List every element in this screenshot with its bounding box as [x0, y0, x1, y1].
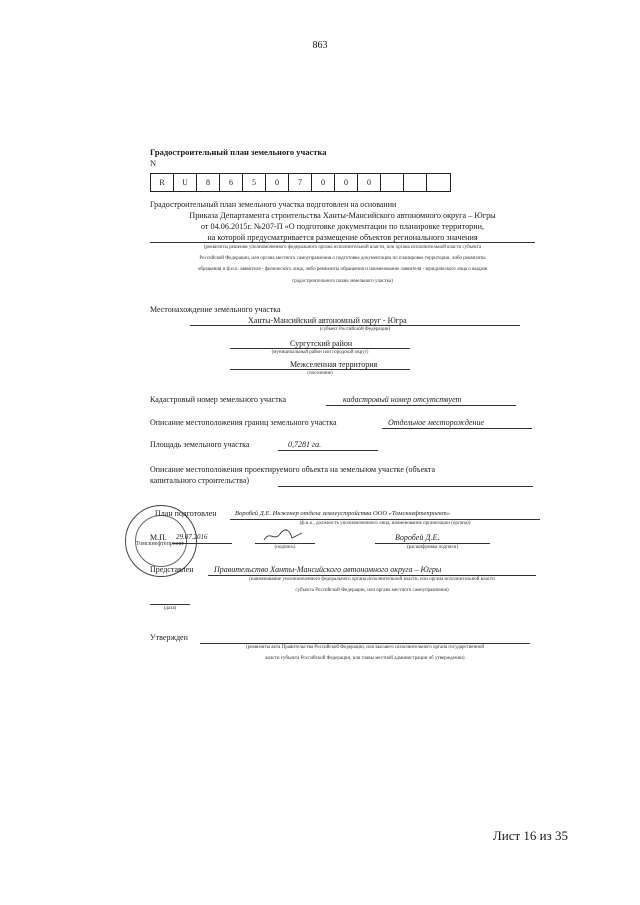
location-settlement: Межселенная территория	[290, 360, 378, 369]
object-label: Описание местоположения проектируемого объекта на земельном участке (объекта	[150, 465, 436, 474]
prepared-basis-label: Градостроительный план земельного участка подготовлен на основании	[150, 200, 397, 209]
number-cell: U	[174, 174, 197, 191]
presented-label: Представлен	[150, 565, 194, 574]
document-title: Градостроительный план земельного участка	[150, 147, 327, 157]
basis-caption: градостроительного плана земельного участка)	[292, 279, 393, 284]
cadastral-label: Кадастровый номер земельного участка	[150, 395, 286, 404]
number-cell: 7	[289, 174, 312, 191]
number-cell	[427, 174, 450, 191]
location-subject: Ханты-Мансийский автономный округ - Югра	[248, 316, 407, 325]
number-cell: 0	[266, 174, 289, 191]
plan-number-grid	[150, 173, 451, 192]
prepared-by-line	[230, 519, 540, 520]
date-line	[172, 543, 232, 544]
signature-caption: (подпись)	[274, 545, 296, 550]
presented-date-caption: (дата)	[163, 606, 177, 611]
location-settlement-line	[230, 369, 410, 370]
number-cell: 0	[358, 174, 381, 191]
cadastral-value: кадастровый номер отсутствует	[343, 395, 462, 404]
presented-value: Правительство Ханты-Мансийского автономного округа – Югры	[214, 565, 442, 574]
stamp-text: Томскнефтепроект	[136, 541, 184, 547]
prepared-by-caption: (ф.и.о., должность уполномоченного лица, наименование организации (органа))	[299, 521, 471, 526]
boundaries-value: Отдельное месторождение	[388, 418, 485, 427]
approved-caption: (реквизиты акта Правительства Российской Федерации, или высшего исполнительного органа государственной	[245, 645, 485, 650]
approved-caption: власти субъекта Российской Федерации, или главы местной администрации об утверждении)	[265, 656, 465, 661]
mp-label: М.П.	[150, 533, 167, 542]
area-label: Площадь земельного участка	[150, 440, 250, 449]
location-subject-caption: (субъект Российской Федерации)	[319, 327, 391, 332]
location-settlement-caption: (поселение)	[307, 371, 333, 376]
number-cell: 0	[312, 174, 335, 191]
location-subject-line	[190, 325, 520, 326]
signer-caption: (расшифровка подписи)	[406, 545, 459, 550]
page-number: 863	[312, 40, 328, 51]
basis-line: от 04.06.2015г. №207-П «О подготовке документации по планировке территории,	[200, 222, 485, 231]
approved-label: Утвержден	[150, 633, 188, 642]
object-line	[278, 486, 533, 487]
location-district: Сургутский район	[290, 339, 353, 348]
boundaries-line	[382, 428, 532, 429]
presented-caption: субъекта Российской Федерации, или органа местного самоуправления)	[295, 588, 449, 593]
approved-line	[200, 643, 530, 644]
location-district-caption: (муниципальный район или городской округ)	[271, 350, 369, 355]
basis-line: Приказа Департамента строительства Ханты-Мансийского автономного округа – Югры	[189, 211, 496, 220]
area-value: 0,7281 га.	[288, 440, 322, 449]
presented-caption: (наименование уполномоченного федерального органа исполнительной власти, или органа исполнительной власти	[249, 577, 495, 582]
presented-date-line	[150, 604, 190, 605]
basis-caption: (реквизиты решения уполномоченного федерального органа исполнительной власти, или органа исполнительной власти субъекта	[203, 245, 482, 250]
number-cell: R	[151, 174, 174, 191]
number-label: N	[150, 158, 157, 168]
number-cell: 5	[243, 174, 266, 191]
number-cell	[381, 174, 404, 191]
prepared-by-value: Воробей Д.Е. Инженер отдела землеустройства ООО «Томскнефтепроект»	[235, 510, 450, 517]
object-label: капитального строительства)	[150, 476, 250, 485]
signer-value: Воробей Д.Е.	[395, 533, 440, 542]
number-cell	[404, 174, 427, 191]
area-line	[278, 450, 378, 451]
location-district-line	[230, 348, 410, 349]
basis-line: на которой предусматривается размещение объектов регионального значения	[150, 233, 535, 243]
basis-caption: обращения и ф.и.о. заявителя - физического лица, либо реквизиты обращения и наименование заявителя - юридического лица о выдаче	[197, 267, 488, 272]
date-value: 29.07.2016	[176, 533, 208, 541]
prepared-by-label: План подготовлен	[155, 509, 217, 518]
number-cell: 8	[197, 174, 220, 191]
sheet-number: Лист 16 из 35	[492, 828, 568, 843]
basis-caption: Российской Федерации, или органа местного самоуправления о подготовке документации по планировке территории, либо реквизиты	[199, 256, 486, 261]
boundaries-label: Описание местоположения границ земельного участка	[150, 418, 337, 427]
presented-line	[208, 575, 536, 576]
signature-mark	[262, 528, 306, 544]
signer-line	[375, 543, 490, 544]
location-label: Местонахождение земельного участка	[150, 305, 281, 314]
cadastral-line	[326, 405, 516, 406]
number-cell: 6	[220, 174, 243, 191]
number-cell: 0	[335, 174, 358, 191]
